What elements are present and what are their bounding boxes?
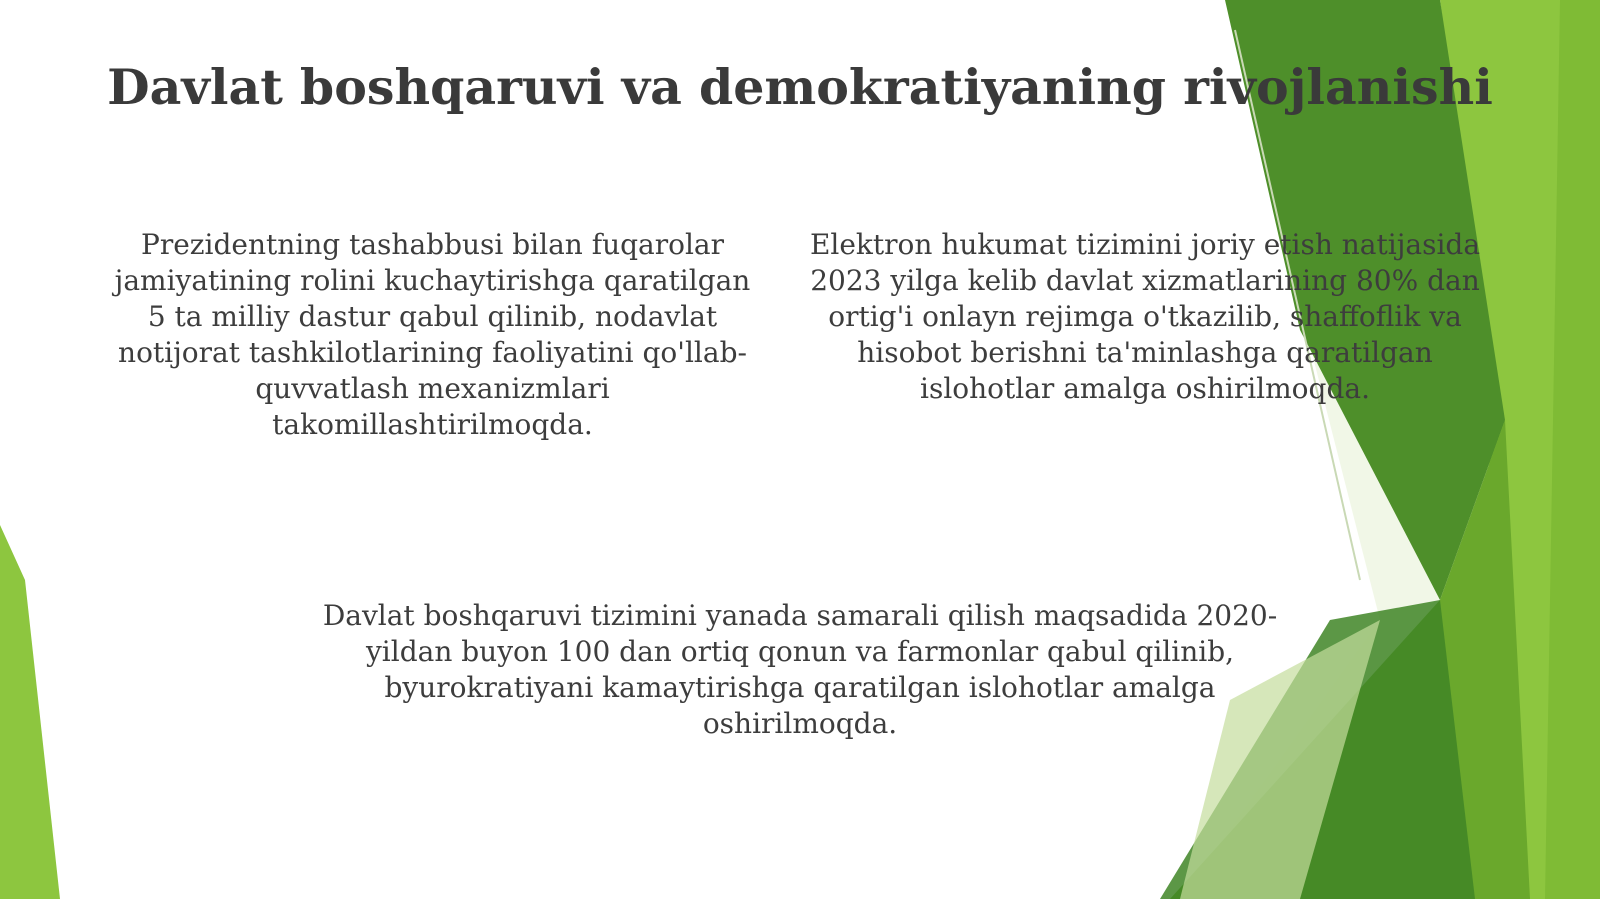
facet-left xyxy=(0,525,60,899)
paragraph-right: Elektron hukumat tizimini joriy etish natijasida 2023 yilga kelib davlat xizmatlarining 80% dan ortig'i onlayn rejimga o'tkazilib, shaffoflik va hisobot berishni ta'minlashga qaratilgan islohotlar amalga oshirilmoqda. xyxy=(809,228,1481,405)
paragraph-left: Prezidentning tashabbusi bilan fuqarolar jamiyatining rolini kuchaytirishga qaratilgan 5 ta milliy dastur qabul qilinib, nodavlat notijorat tashkilotlarining faoliyatini qo'llab-quvvatlash mexanizmlari takomillashtirilmoqda. xyxy=(114,228,751,441)
slide-title: Davlat boshqaruvi va demokratiyaning rivojlanishi xyxy=(107,58,1493,116)
paragraph-bottom: Davlat boshqaruvi tizimini yanada samarali qilish maqsadida 2020-yildan buyon 100 dan ortiq qonun va farmonlar qabul qilinib, byurokratiyani kamaytirishga qaratilgan islohotlar amalga oshirilmoqda. xyxy=(322,599,1278,740)
